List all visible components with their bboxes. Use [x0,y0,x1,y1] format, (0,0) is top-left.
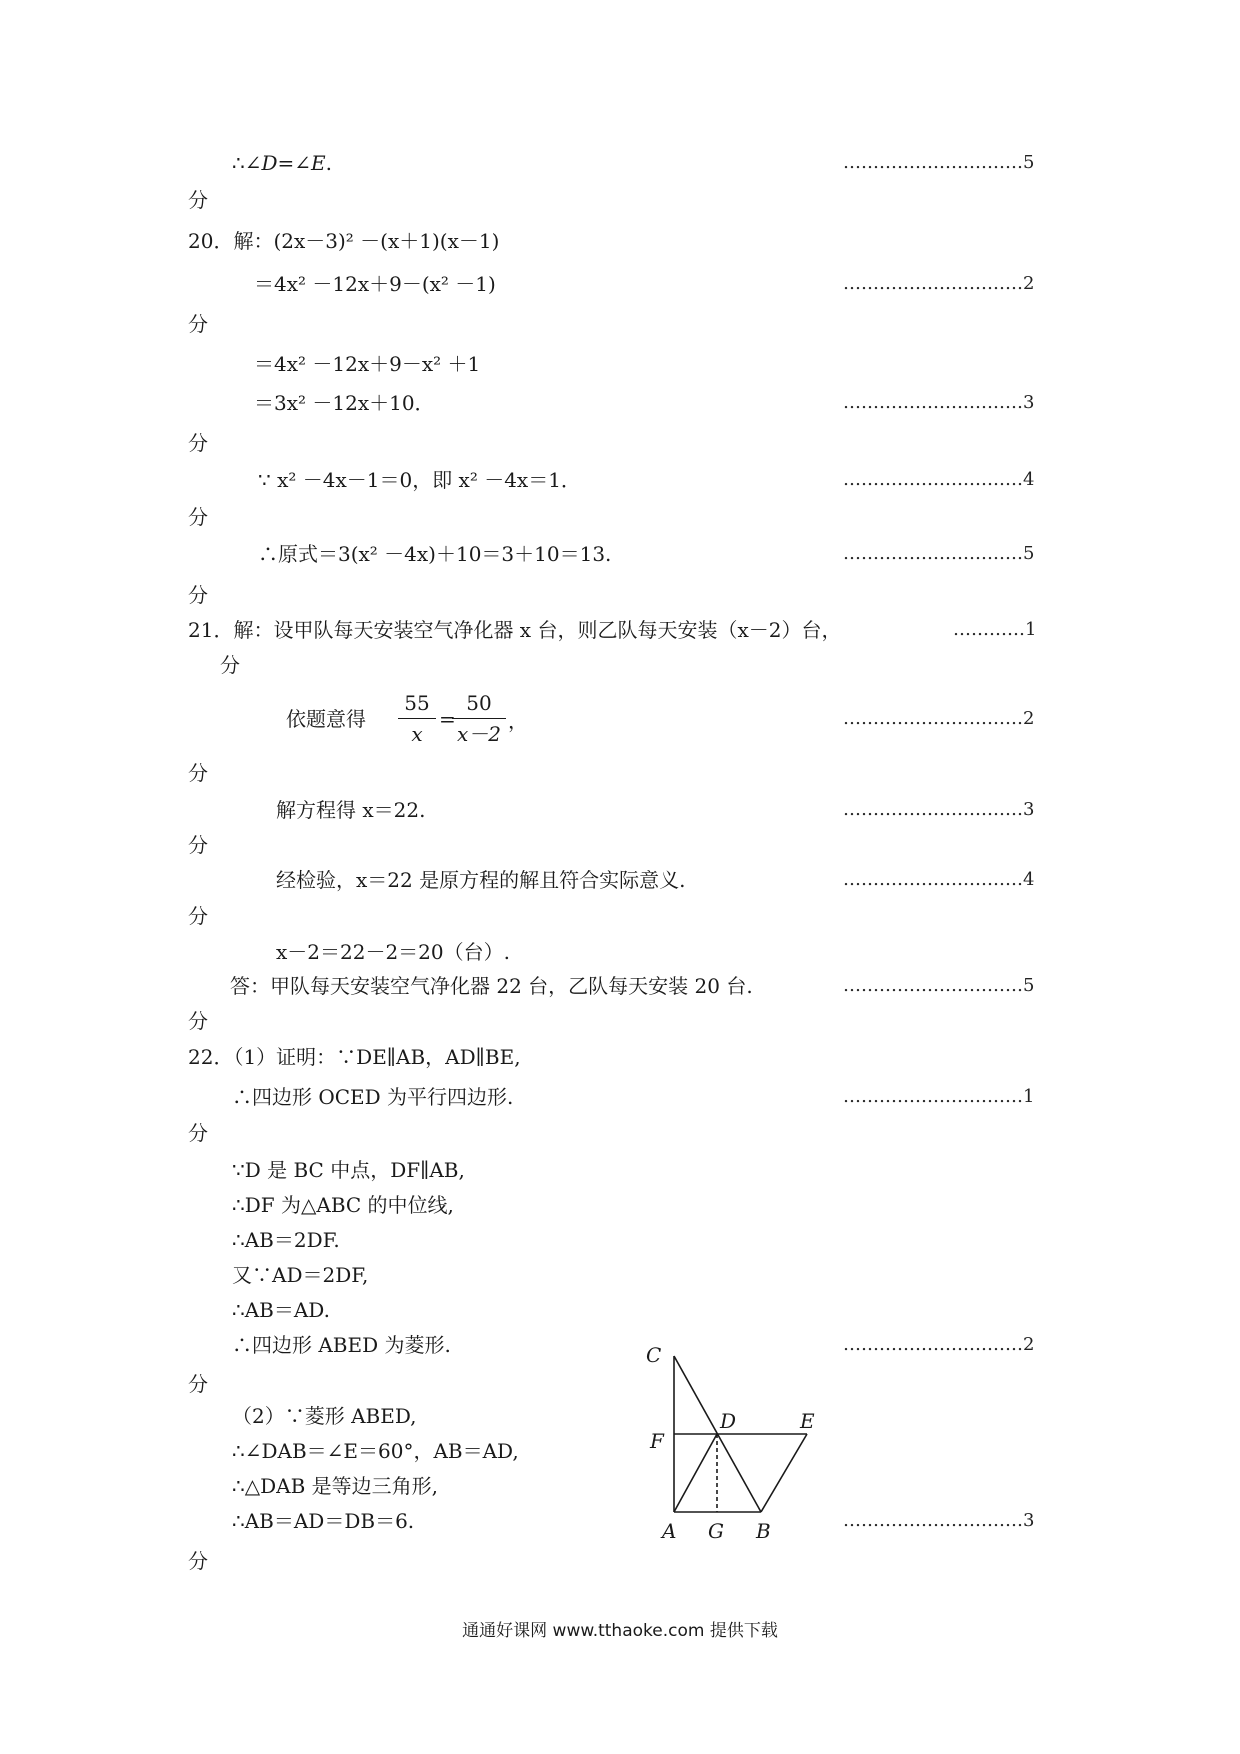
geometry-figure [640,1340,830,1550]
q22-line-2: ∴四边形 OCED 为平行四边形. [232,1085,514,1109]
score-mark-2: …………………………2 [843,708,1035,729]
fen-label: 分 [188,188,208,212]
q20-line-3: ＝4x² －12x＋9－x² ＋1 [254,352,481,376]
score-mark-5: …………………………5 [843,152,1035,173]
score-mark-1: …………1 [953,619,1037,640]
score-mark-5: …………………………5 [843,543,1035,564]
point-label-d: D [720,1409,737,1433]
fen-label: 分 [188,1372,208,1396]
angle-e: ∠E [294,151,326,175]
q22-line-11: ∴△DAB 是等边三角形, [232,1474,438,1498]
score-mark-3: …………………………3 [843,392,1035,413]
score-mark-3: …………………………3 [843,1510,1035,1531]
point-label-f: F [650,1429,664,1453]
fen-label: 分 [188,505,208,529]
point-label-a: A [662,1519,677,1543]
fraction-left-numerator: 55 [404,691,430,715]
q20-line-6: ∴原式＝3(x² －4x)＋10＝3＋10＝13. [258,542,612,566]
score-mark-2: …………………………2 [843,1334,1035,1355]
fen-label: 分 [188,761,208,785]
q21-solve: 解方程得 x＝22. [276,798,426,822]
q22-line-3: ∵D 是 BC 中点，DF∥AB, [232,1158,465,1182]
fen-label: 分 [188,1121,208,1145]
fen-label: 分 [188,833,208,857]
fraction-equals: = [439,707,456,731]
q22-line-1: 22．（1）证明：∵DE∥AB，AD∥BE, [188,1045,521,1069]
score-mark-5: …………………………5 [843,975,1035,996]
q20-line-4: ＝3x² －12x＋10． [254,391,435,415]
fraction-right-numerator: 50 [466,691,492,715]
fraction-left [398,688,436,749]
fen-label: 分 [188,583,208,607]
q22-line-5: ∴AB＝2DF. [232,1228,340,1252]
q22-line-9: （2）∵菱形 ABED, [232,1404,417,1428]
q22-line-7: ∴AB＝AD. [232,1298,330,1322]
q20-line-1 [188,228,499,254]
point-label-b: B [756,1519,771,1543]
score-mark-1: …………………………1 [843,1086,1035,1107]
q22-line-10: ∴∠DAB＝∠E＝60°，AB＝AD, [232,1439,519,1463]
q19-conclusion [232,150,332,176]
point-label-c: C [646,1343,662,1367]
q22-line-12: ∴AB＝AD＝DB＝6. [232,1509,415,1533]
segment-eb [761,1434,807,1512]
period: . [325,151,333,175]
score-mark-2: …………………………2 [843,273,1035,294]
q22-line-4: ∴DF 为△ABC 的中位线, [232,1193,454,1217]
therefore-symbol: ∴ [232,151,245,175]
q22-line-6: 又∵AD＝2DF, [232,1263,369,1287]
fen-label: 分 [188,1549,208,1573]
segment-ad [674,1434,717,1512]
expression-x-minus-2: x－2 [456,722,501,746]
score-mark-3: …………………………3 [843,799,1035,820]
fraction-comma: ， [508,709,528,733]
q22-line-8: ∴四边形 ABED 为菱形. [232,1333,451,1357]
score-mark-4: …………………………4 [843,869,1035,890]
q21-equation-label: 依题意得 [286,707,366,731]
fen-label: 分 [188,1009,208,1033]
variable-x: x [411,722,423,746]
q20-number: 20．解： [188,229,274,253]
score-mark-4: …………………………4 [843,469,1035,490]
page-footer: 通通好课网 www.tthaoke.com 提供下载 [462,1621,778,1641]
equals-sign: = [277,151,295,175]
q21-calc: x－2＝22－2＝20（台）. [276,940,510,964]
q20-line-2: ＝4x² －12x＋9－(x² －1) [254,272,496,296]
fen-label: 分 [188,904,208,928]
fraction-left-denominator [398,718,436,749]
fen-label: 分 [188,312,208,336]
fraction-right [452,688,506,749]
q21-check: 经检验，x＝22 是原方程的解且符合实际意义. [276,868,686,892]
angle-d: ∠D [244,151,278,175]
fen-label: 分 [188,431,208,455]
fen-label: 分 [220,653,240,677]
point-label-e: E [800,1409,815,1433]
q21-answer: 答：甲队每天安装空气净化器 22 台，乙队每天安装 20 台. [230,974,753,998]
q21-line-1: 21．解：设甲队每天安装空气净化器 x 台，则乙队每天安装（x－2）台， [188,618,842,642]
q20-line-5: ∵ x² －4x－1＝0，即 x² －4x＝1． [258,468,581,492]
q20-expression-1: (2x－3)² －(x＋1)(x－1) [273,229,500,253]
point-label-g: G [708,1519,724,1543]
fraction-right-denominator [452,718,506,749]
